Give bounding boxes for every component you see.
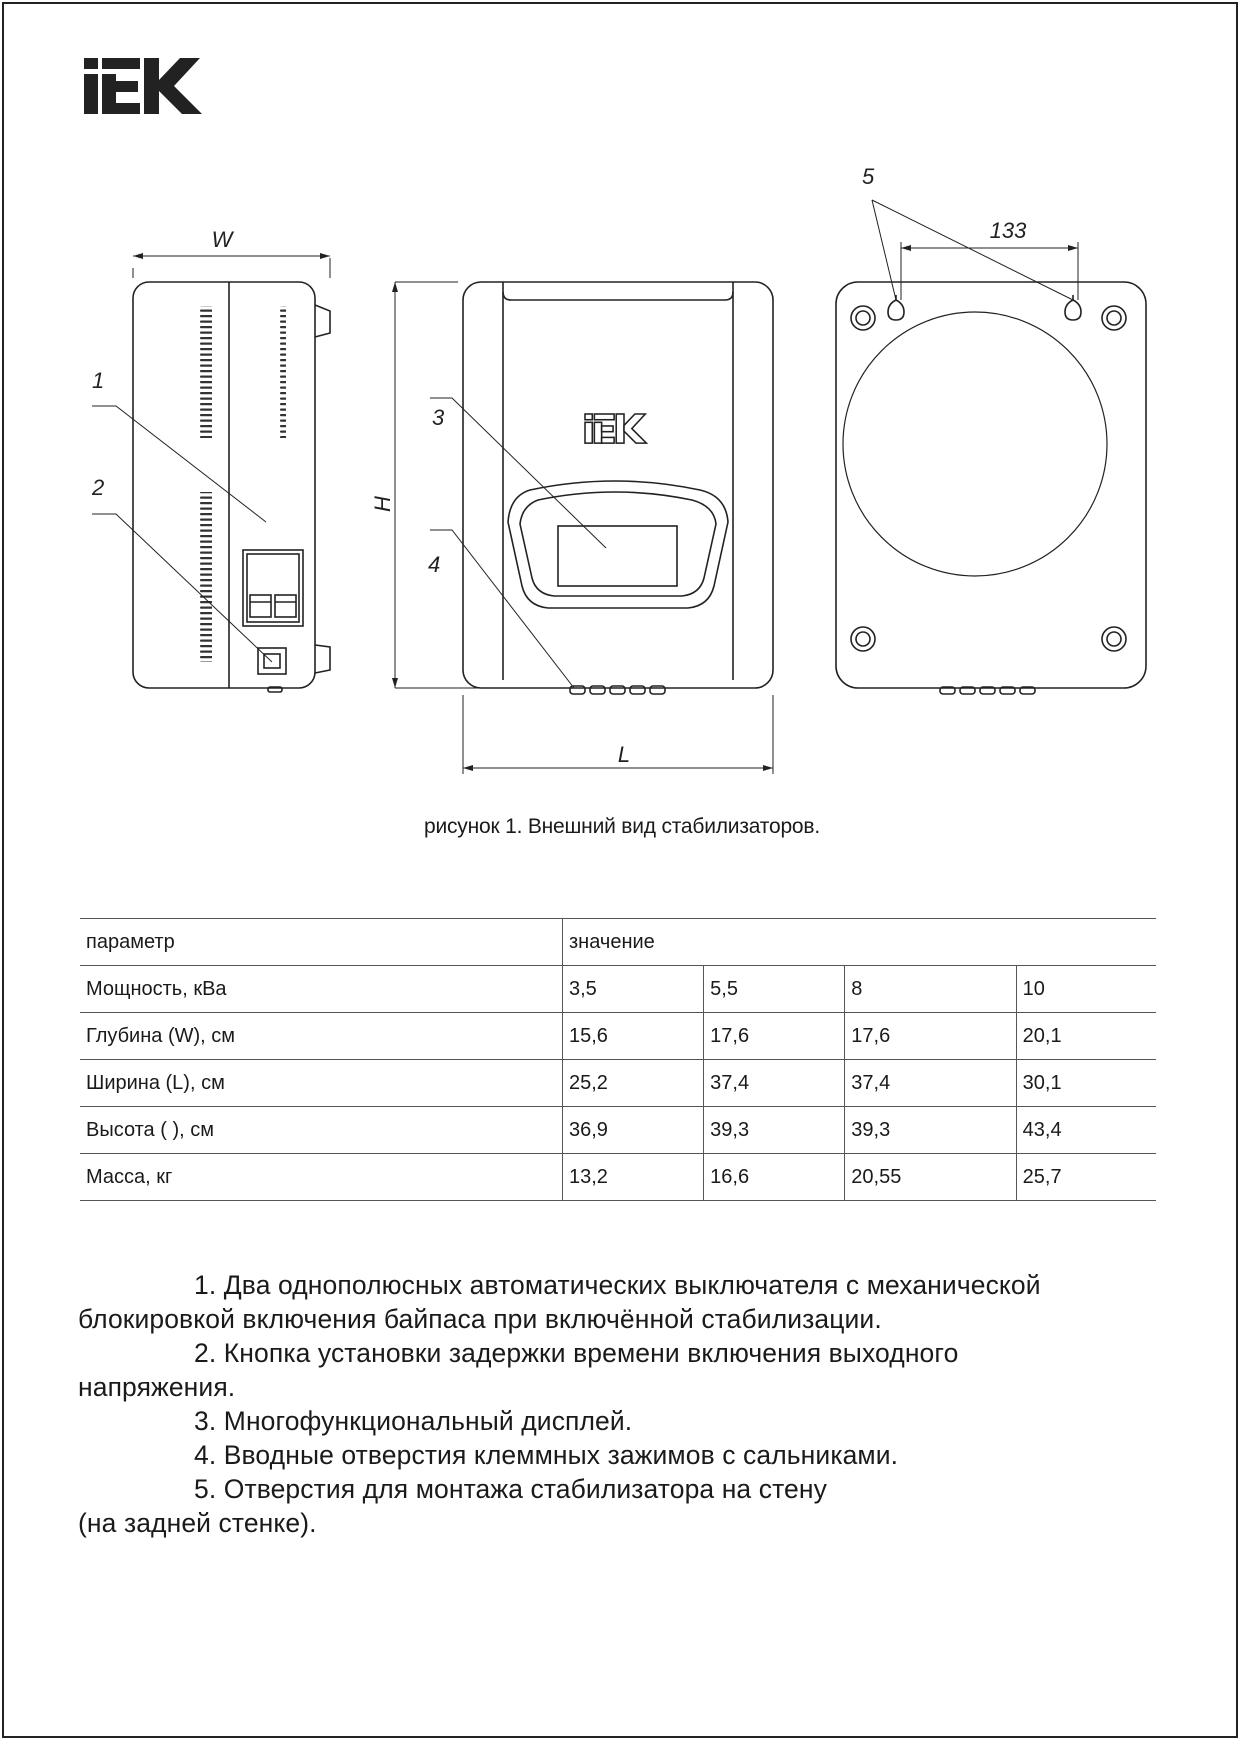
dim-l-label: L: [617, 742, 631, 767]
callout-3-label: 3: [432, 405, 445, 430]
cell-value: 20,55: [845, 1154, 1016, 1201]
cell-value: 43,4: [1016, 1107, 1156, 1154]
note-4-first: 4. Вводные отверстия клеммных зажимов с сальниками.: [194, 1440, 899, 1470]
stabilizer-drawing: [0, 150, 1244, 790]
table-header-row: [80, 919, 1156, 966]
table-row: [80, 1060, 1156, 1107]
note-2-rest: напряжения.: [78, 1372, 236, 1402]
cell-value: 37,4: [845, 1060, 1016, 1107]
cell-value: 30,1: [1016, 1060, 1156, 1107]
row-name: Масса, кг: [80, 1154, 563, 1201]
front-view: [392, 282, 773, 774]
callout-5-label: 5: [862, 164, 875, 189]
note-3-first: 3. Многофункциональный дисплей.: [194, 1406, 633, 1436]
cell-value: 25,7: [1016, 1154, 1156, 1201]
table-row: [80, 1154, 1156, 1201]
row-name: Мощность, кВа: [80, 966, 563, 1013]
table-row: [80, 1107, 1156, 1154]
cell-value: 16,6: [704, 1154, 845, 1201]
dim-h-label: H: [370, 496, 395, 512]
table-row: [80, 1013, 1156, 1060]
cell-value: 13,2: [563, 1154, 704, 1201]
note-1-rest: блокировкой включения байпаса при включённой стабилизации.: [78, 1304, 882, 1334]
cell-value: 37,4: [704, 1060, 845, 1107]
cell-value: 36,9: [563, 1107, 704, 1154]
dim-w-label: W: [211, 227, 233, 252]
table-row: [80, 966, 1156, 1013]
note-2-first: 2. Кнопка установки задержки времени включения выходного: [194, 1338, 959, 1368]
note-5-rest: (на задней стенке).: [78, 1508, 317, 1538]
callout-1-label: 1: [92, 368, 105, 393]
cell-value: 3,5: [563, 966, 704, 1013]
header-value: значение: [563, 919, 1157, 966]
notes-list: [78, 1268, 1158, 1540]
iek-logo: [84, 58, 204, 114]
note-5-first: 5. Отверстия для монтажа стабилизатора на стену: [194, 1474, 827, 1504]
figure-caption: рисунок 1. Внешний вид стабилизаторов.: [423, 815, 820, 838]
cell-value: 5,5: [704, 966, 845, 1013]
row-name: Глубина (W), см: [80, 1013, 563, 1060]
dim-133-label: 133: [989, 218, 1027, 243]
header-parameter: параметр: [80, 919, 563, 966]
cell-value: 8: [845, 966, 1016, 1013]
row-name: Высота ( ), см: [80, 1107, 563, 1154]
row-name: Ширина (L), см: [80, 1060, 563, 1107]
cell-value: 25,2: [563, 1060, 704, 1107]
cell-value: 20,1: [1016, 1013, 1156, 1060]
cell-value: 39,3: [845, 1107, 1016, 1154]
cell-value: 17,6: [704, 1013, 845, 1060]
cell-value: 39,3: [704, 1107, 845, 1154]
side-view: [92, 253, 330, 692]
cell-value: 17,6: [845, 1013, 1016, 1060]
note-1-first: 1. Два однополюсных автоматических выключателя с механической: [194, 1270, 1041, 1300]
back-view: [836, 200, 1146, 694]
callout-2-label: 2: [92, 475, 105, 500]
cell-value: 10: [1016, 966, 1156, 1013]
callout-4-label: 4: [428, 552, 441, 577]
parameters-table: [80, 918, 1156, 1201]
cell-value: 15,6: [563, 1013, 704, 1060]
